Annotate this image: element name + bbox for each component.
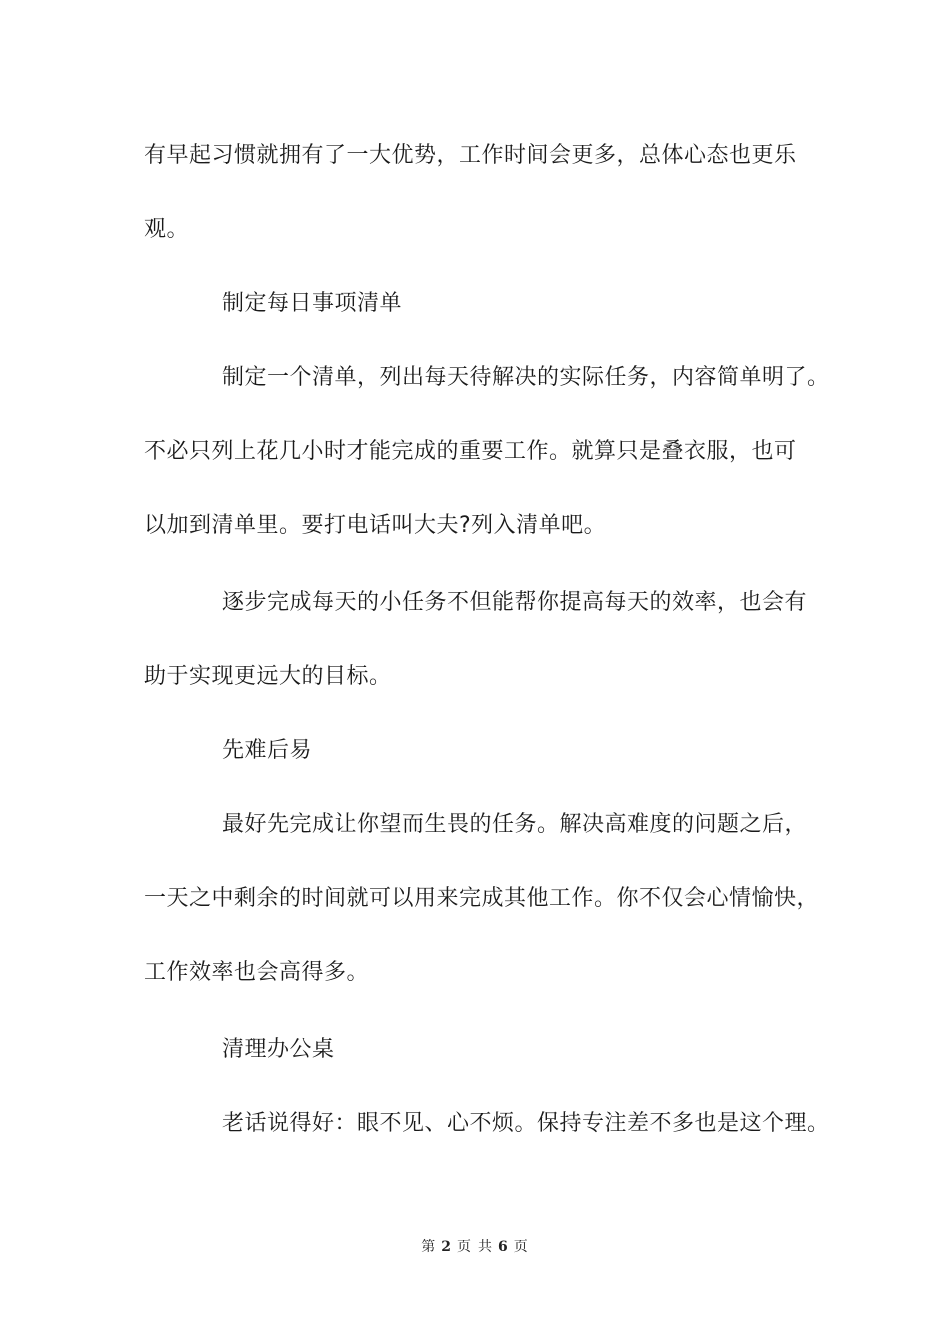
paragraph-line: 制定一个清单，列出每天待解决的实际任务，内容简单明了。 [222,365,830,390]
section-heading-clean-desk: 清理办公桌 [222,1037,335,1062]
page-footer [0,1236,950,1256]
paragraph-line: 助于实现更远大的目标。 [144,664,392,689]
current-page-number: 2 [441,1239,452,1255]
paragraph-line: 最好先完成让你望而生畏的任务。解决高难度的问题之后， [222,812,808,837]
paragraph-line: 以加到清单里。要打电话叫大夫?列入清单吧。 [144,513,607,538]
footer-total-word: 共 [478,1239,493,1255]
footer-suffix: 页 [513,1239,529,1255]
paragraph-line: 有早起习惯就拥有了一大优势，工作时间会更多，总体心态也更乐 [144,143,797,168]
paragraph-line: 逐步完成每天的小任务不但能帮你提高每天的效率，也会有 [222,590,808,615]
paragraph-line: 一天之中剩余的时间就可以用来完成其他工作。你不仅会心情愉快， [144,886,820,911]
paragraph-line: 工作效率也会高得多。 [144,960,370,985]
section-heading-hard-first: 先难后易 [222,738,313,763]
paragraph-line: 不必只列上花几小时才能完成的重要工作。就算只是叠衣服，也可 [144,439,797,464]
paragraph-line: 老话说得好：眼不见、心不烦。保持专注差不多也是这个理。 [222,1111,830,1136]
total-pages-number: 6 [498,1239,509,1255]
footer-page-word: 页 [457,1239,472,1255]
footer-prefix: 第 [421,1239,437,1255]
paragraph-line: 观。 [144,217,190,242]
section-heading-daily-list: 制定每日事项清单 [222,291,403,316]
